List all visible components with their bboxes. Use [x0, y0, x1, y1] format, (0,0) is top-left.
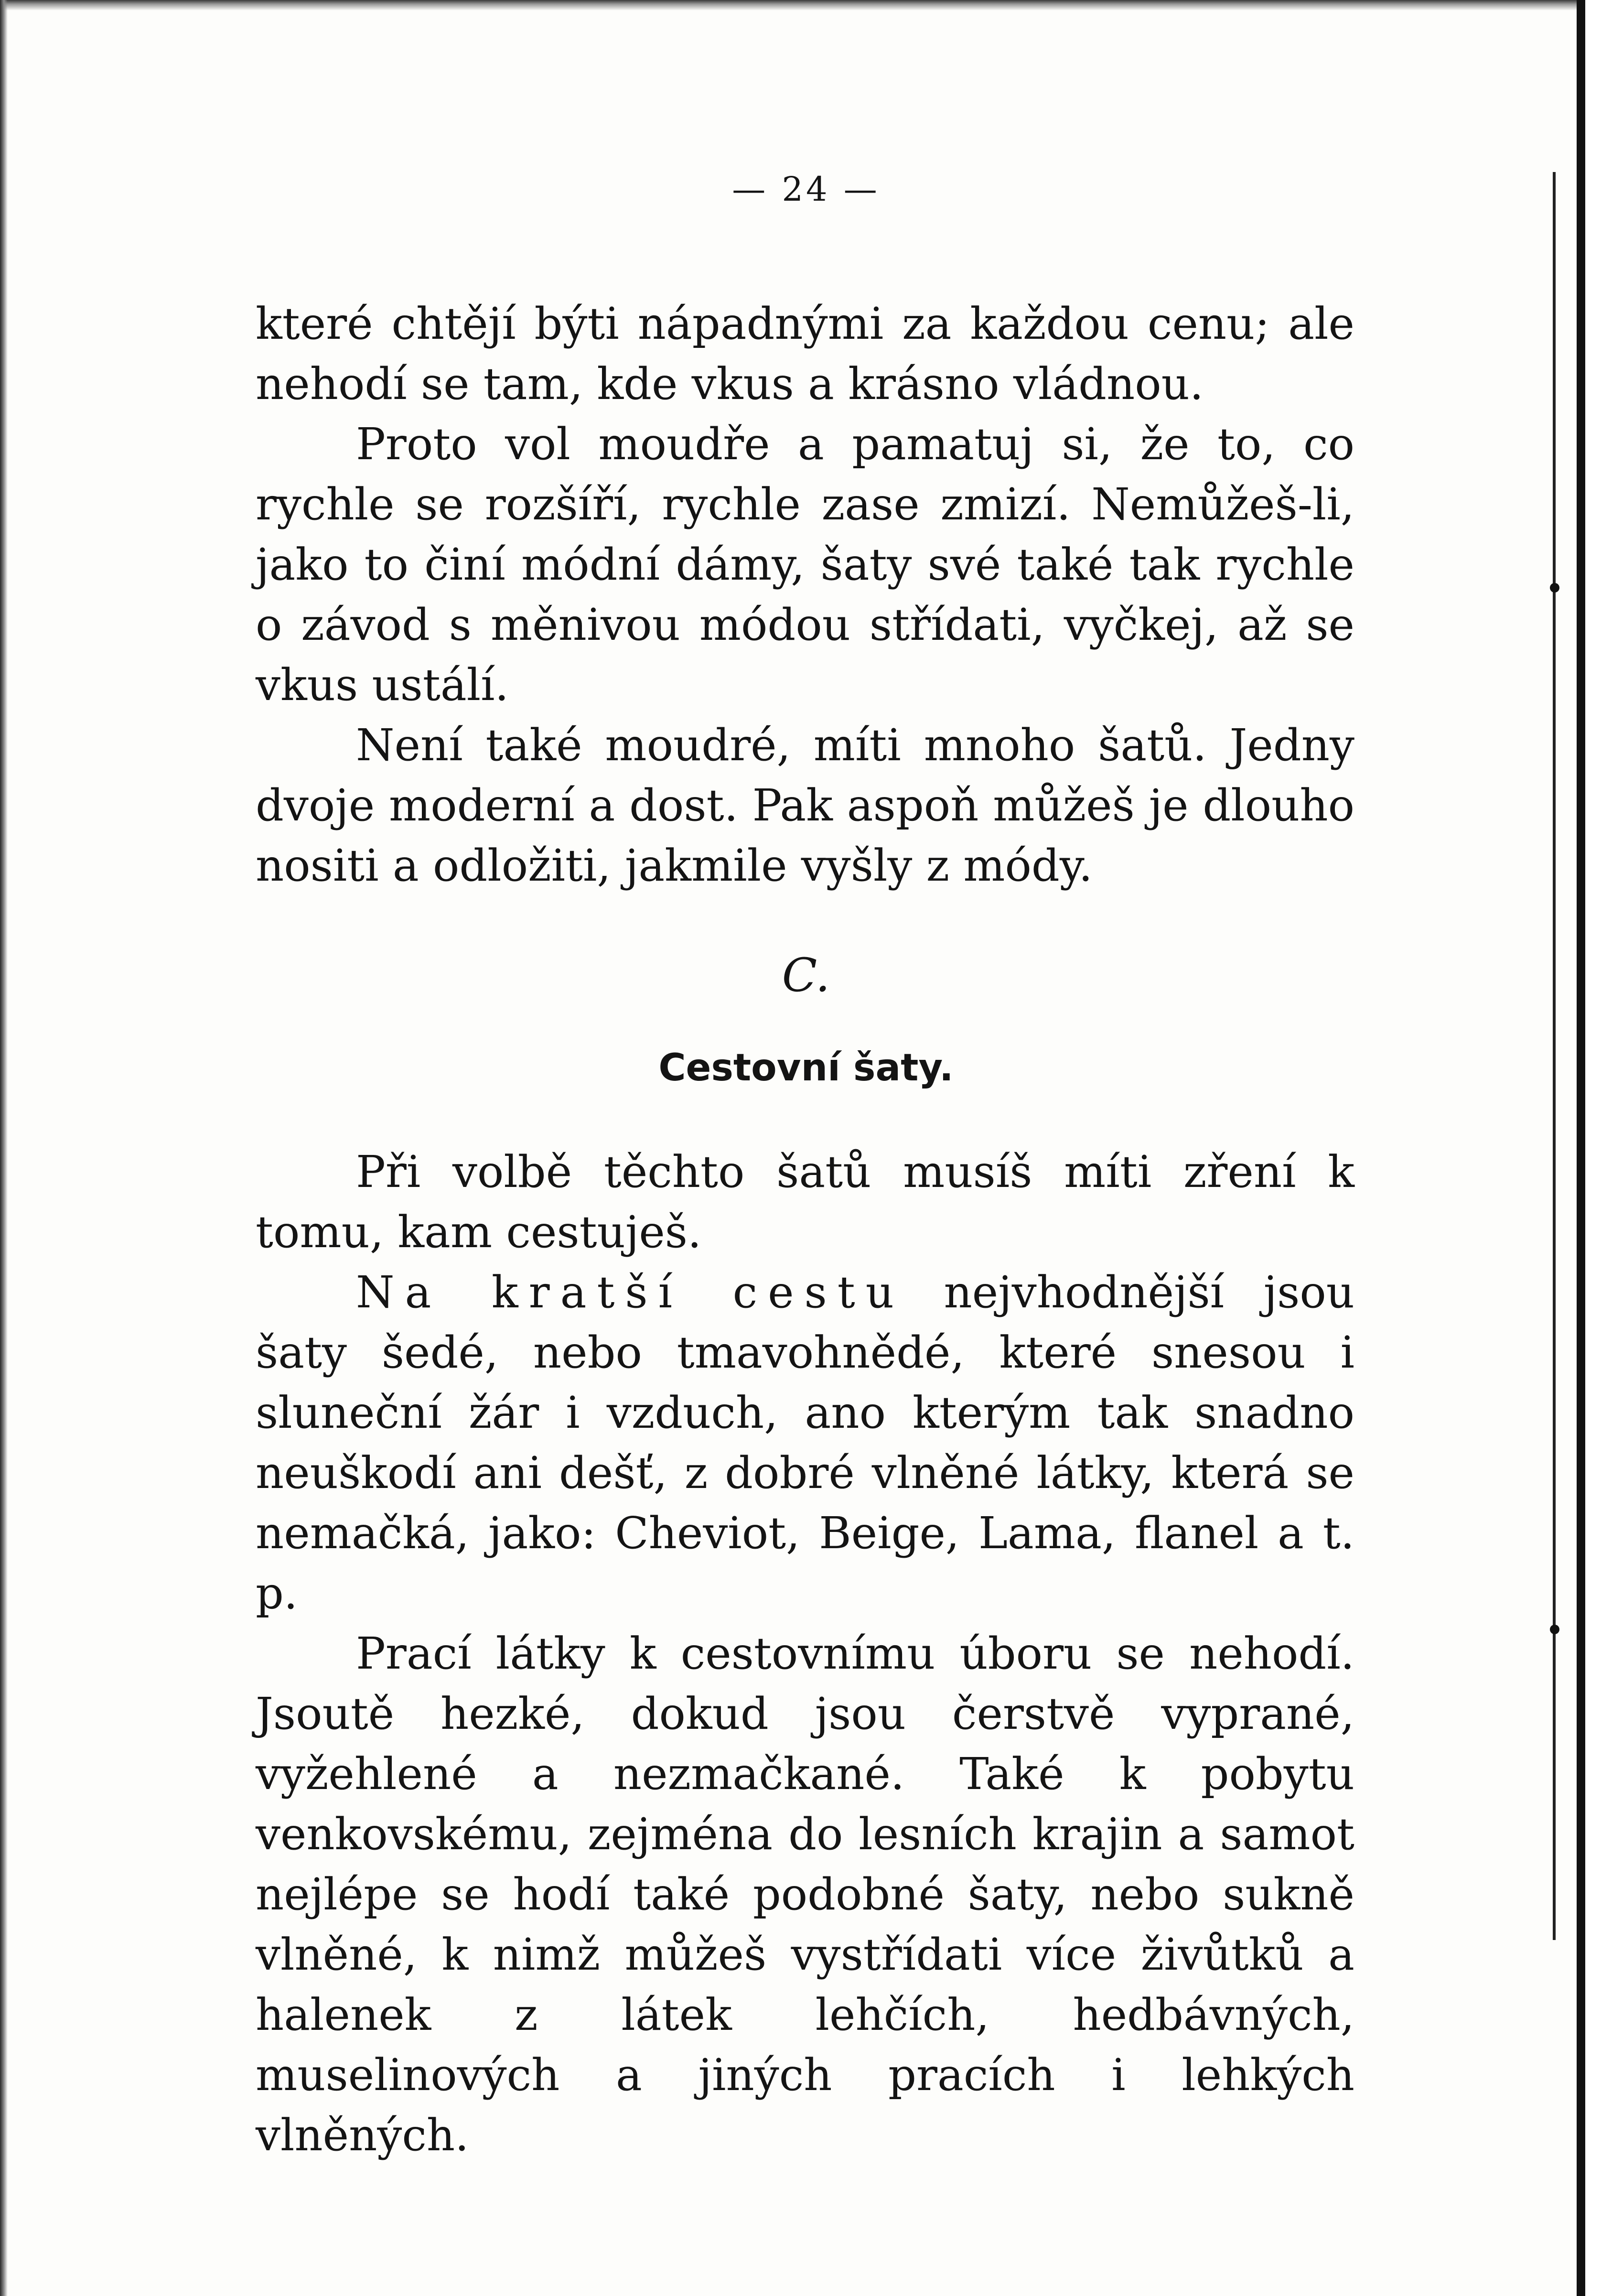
intro-paragraph-1: které chtějí býti nápadnými za každou cenu; ale nehodí se tam, kde vkus a krásno vládnou.	[256, 298, 1354, 410]
section-paragraph-2	[256, 1262, 1354, 1624]
binding-mark	[1550, 1625, 1559, 1634]
scan-edge-left	[0, 0, 8, 2296]
page-number: — 24 —	[732, 170, 880, 209]
scan-margin-right	[1585, 0, 1612, 2296]
section-paragraph-2-rest: nejvhodnější jsou šaty šedé, nebo tmavohnědé, které snesou i sluneční žár i vzduch, ano kterým tak snadno neuškodí ani dešť, z dobré vlněné látky, která se nemačká, jako: Cheviot, Beige, Lama, flanel a t. p.	[256, 1267, 1354, 1619]
section-paragraph-3: Prací látky k cestovnímu úboru se nehodí. Jsoutě hezké, dokud jsou čerstvě vyprané, vyžehlené a nezmačkané. Také k pobytu venkovskému, zejména do lesních krajin a samot nejlépe se hodí také podobné šaty, nebo sukně vlněné, k nimž můžeš vystřídati více živůtků a halenek z látek lehčích, hedbávných, muselinových a jiných pracích i lehkých vlněných.	[256, 1628, 1354, 2161]
section-letter: C.	[782, 949, 830, 1002]
binding-mark	[1550, 583, 1559, 593]
intro-paragraph-2: Proto vol moudře a pamatuj si, že to, co rychle se rozšíří, rychle zase zmizí. Nemůžeš-li, jako to činí módní dámy, šaty své také tak rychle o závod s měnivou módou střídati, vyčkej, až se vkus ustálí.	[256, 419, 1354, 711]
scan-edge-top	[0, 0, 1612, 11]
section-paragraph-1: Při volbě těchto šatů musíš míti zření k tomu, kam cestuješ.	[256, 1146, 1354, 1258]
scan-edge-right	[1577, 0, 1585, 2296]
section-text	[256, 1142, 1354, 2166]
spaced-emphasis: Na kratší cestu	[356, 1267, 904, 1318]
intro-paragraph-3: Není také moudré, míti mnoho šatů. Jedny dvoje moderní a dost. Pak aspoň můžeš je dlouho nositi a odložiti, jakmile vyšly z módy.	[256, 720, 1354, 891]
intro-text	[256, 294, 1354, 896]
section-heading: Cestovní šaty.	[658, 1046, 954, 1089]
